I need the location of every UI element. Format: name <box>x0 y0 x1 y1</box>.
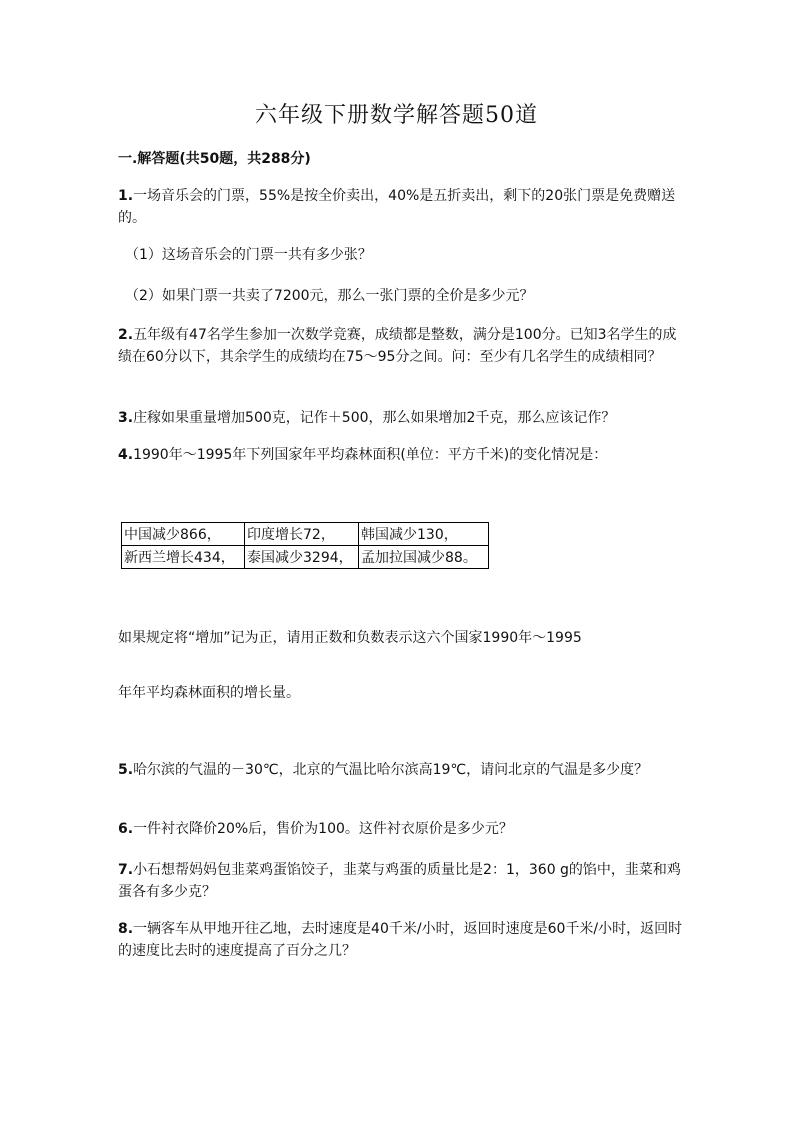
table-cell: 新西兰增长434， <box>122 546 245 569</box>
question-7 <box>118 859 690 903</box>
question-1-part-1: （1）这场音乐会的门票一共有多少张？ <box>125 247 372 263</box>
question-4-instruction-line-1: 如果规定将“增加”记为正，请用正数和负数表示这六个国家1990年～1995 <box>118 630 582 646</box>
question-1 <box>118 185 690 229</box>
question-2 <box>118 324 690 368</box>
question-number: 6. <box>118 821 134 837</box>
question-number: 5. <box>118 762 134 778</box>
question-text: 一辆客车从甲地开往乙地，去时速度是40千米/小时，返回时速度是60千米/小时，返回时的速度比去时的速度提高了百分之几？ <box>118 921 683 959</box>
question-text: 五年级有47名学生参加一次数学竞赛，成绩都是整数，满分是100分。已知3名学生的成绩在60分以下，其余学生的成绩均在75～95分之间。问：至少有几名学生的成绩相同？ <box>118 327 677 365</box>
question-number: 4. <box>118 447 134 463</box>
table-cell: 泰国减少3294， <box>245 546 359 569</box>
question-3 <box>118 407 690 429</box>
table-cell: 印度增长72， <box>245 523 359 546</box>
question-text: 庄稼如果重量增加500克，记作＋500，那么如果增加2千克，那么应该记作？ <box>133 410 616 426</box>
question-4-instruction-line-2: 年年平均森林面积的增长量。 <box>118 685 300 701</box>
page-title: 六年级下册数学解答题50道 <box>255 103 538 128</box>
question-number: 8. <box>118 921 134 937</box>
question-1-part-2: （2）如果门票一共卖了7200元，那么一张门票的全价是多少元？ <box>125 288 534 304</box>
table-cell: 中国减少866， <box>122 523 245 546</box>
question-text: 哈尔滨的气温的－30℃，北京的气温比哈尔滨高19℃，请问北京的气温是多少度？ <box>133 762 649 778</box>
forest-area-table <box>121 522 489 569</box>
question-6 <box>118 818 690 840</box>
question-5 <box>118 759 690 781</box>
question-4 <box>118 444 690 466</box>
question-8 <box>118 918 690 962</box>
section-heading: 一.解答题(共50题，共288分) <box>118 151 311 167</box>
question-text: 一场音乐会的门票，55%是按全价卖出，40%是五折卖出，剩下的20张门票是免费赠送的。 <box>118 188 676 226</box>
question-number: 1. <box>118 188 134 204</box>
question-text: 小石想帮妈妈包韭菜鸡蛋馅饺子，韭菜与鸡蛋的质量比是2：1，360 g的馅中，韭菜和鸡蛋各有多少克？ <box>118 862 681 900</box>
question-text: 1990年～1995年下列国家年平均森林面积(单位：平方千米)的变化情况是： <box>133 447 608 463</box>
table-row <box>122 523 489 546</box>
table-cell: 孟加拉国减少88。 <box>359 546 489 569</box>
question-text: 一件衬衣降价20%后，售价为100。这件衬衣原价是多少元？ <box>133 821 513 837</box>
question-number: 2. <box>118 327 134 343</box>
question-number: 3. <box>118 410 134 426</box>
question-number: 7. <box>118 862 134 878</box>
table-cell: 韩国减少130， <box>359 523 489 546</box>
table-row <box>122 546 489 569</box>
